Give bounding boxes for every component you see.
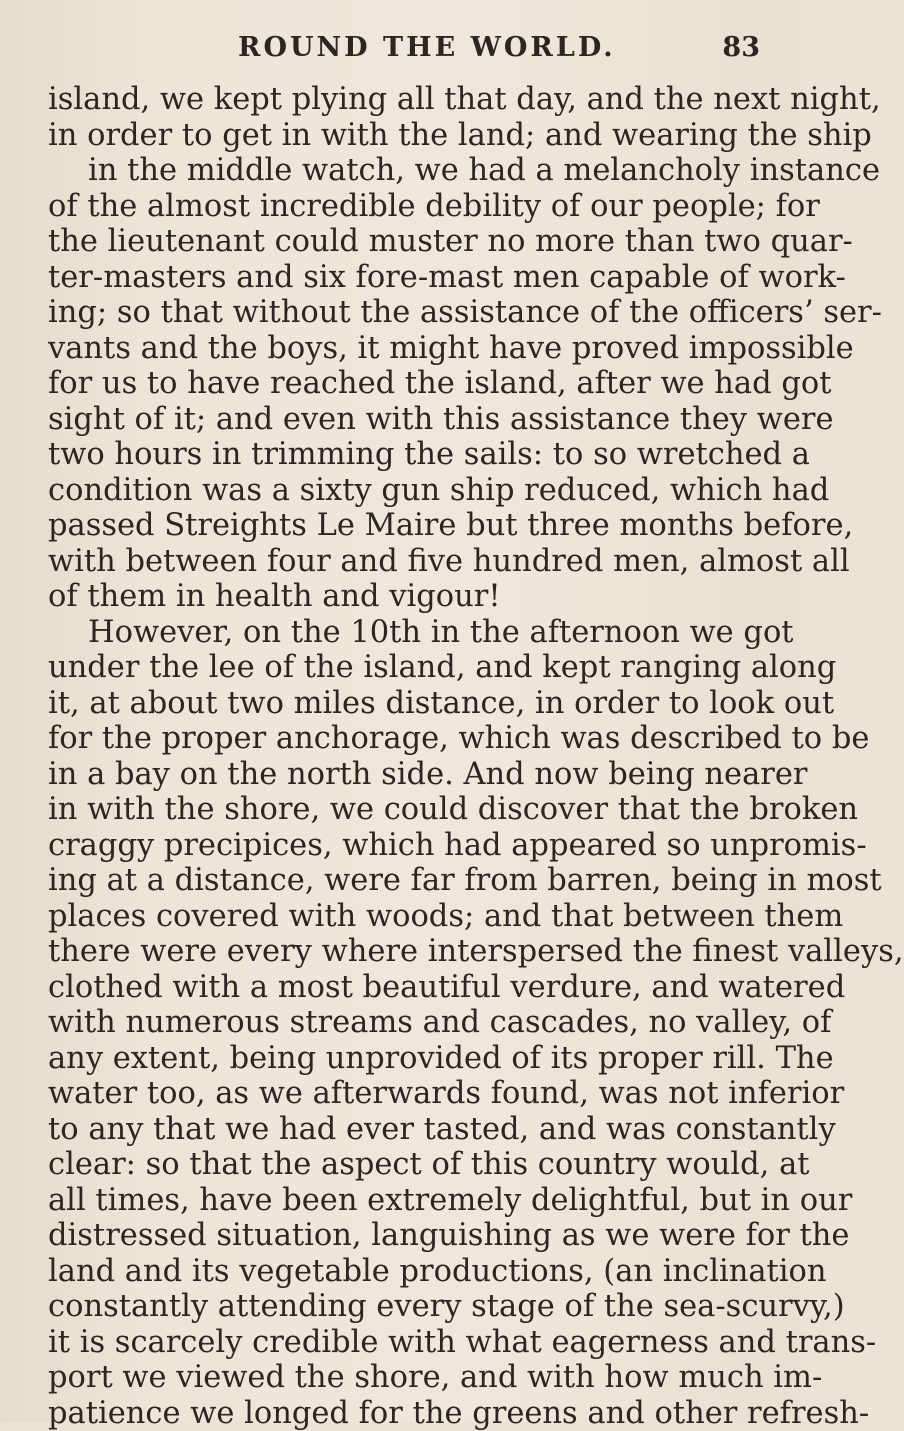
text-line: island, we kept plying all that day, and the next night, — [48, 82, 760, 118]
text-line: constantly attending every stage of the sea-scurvy,) — [48, 1289, 760, 1325]
text-line: with numerous streams and cascades, no valley, of — [48, 1005, 760, 1041]
text-line: passed Streights Le Maire but three months before, — [48, 508, 760, 544]
text-line: water too, as we afterwards found, was not inferior — [48, 1076, 760, 1112]
text-line: clothed with a most beautiful verdure, and watered — [48, 970, 760, 1006]
text-line: with between four and five hundred men, almost all — [48, 544, 760, 580]
text-line: places covered with woods; and that between them — [48, 899, 760, 935]
text-line: clear: so that the aspect of this country would, at — [48, 1147, 760, 1183]
text-line: vants and the boys, it might have proved impossible — [48, 331, 760, 367]
text-line: in with the shore, we could discover that the broken — [48, 792, 760, 828]
text-line: to any that we had ever tasted, and was constantly — [48, 1112, 760, 1148]
text-line: there were every where interspersed the finest valleys, — [48, 934, 760, 970]
running-title: ROUND THE WORLD. — [238, 32, 616, 63]
text-line: for the proper anchorage, which was described to be — [48, 721, 760, 757]
text-line: port we viewed the shore, and with how much im- — [48, 1360, 760, 1396]
paragraph-1 — [48, 82, 760, 615]
text-line: However, on the 10th in the afternoon we got — [48, 615, 760, 651]
text-line: of the almost incredible debility of our people; for — [48, 189, 760, 225]
text-line: ter-masters and six fore-mast men capable of work- — [48, 260, 760, 296]
text-line: of them in health and vigour! — [48, 579, 760, 615]
text-line: under the lee of the island, and kept ranging along — [48, 650, 760, 686]
paragraph-2 — [48, 615, 760, 1431]
running-head — [48, 32, 760, 76]
text-line: patience we longed for the greens and other refresh- — [48, 1396, 760, 1431]
body-text — [48, 82, 760, 1431]
text-line: the lieutenant could muster no more than two quar- — [48, 224, 760, 260]
text-line: in order to get in with the land; and wearing the ship — [48, 118, 760, 154]
text-line: craggy precipices, which had appeared so unpromis- — [48, 828, 760, 864]
text-line: it is scarcely credible with what eagerness and trans- — [48, 1325, 760, 1361]
text-line: ing; so that without the assistance of the officers’ ser- — [48, 295, 760, 331]
text-line: in a bay on the north side. And now being nearer — [48, 757, 760, 793]
text-line: sight of it; and even with this assistance they were — [48, 402, 760, 438]
text-line: in the middle watch, we had a melancholy instance — [48, 153, 760, 189]
text-line: distressed situation, languishing as we were for the — [48, 1218, 760, 1254]
text-line: any extent, being unprovided of its proper rill. The — [48, 1041, 760, 1077]
text-line: it, at about two miles distance, in order to look out — [48, 686, 760, 722]
page-number: 83 — [722, 32, 760, 63]
text-line: condition was a sixty gun ship reduced, which had — [48, 473, 760, 509]
text-line: all times, have been extremely delightful, but in our — [48, 1183, 760, 1219]
text-line: land and its vegetable productions, (an inclination — [48, 1254, 760, 1290]
text-line: for us to have reached the island, after we had got — [48, 366, 760, 402]
text-line: two hours in trimming the sails: to so wretched a — [48, 437, 760, 473]
text-line: ing at a distance, were far from barren, being in most — [48, 863, 760, 899]
